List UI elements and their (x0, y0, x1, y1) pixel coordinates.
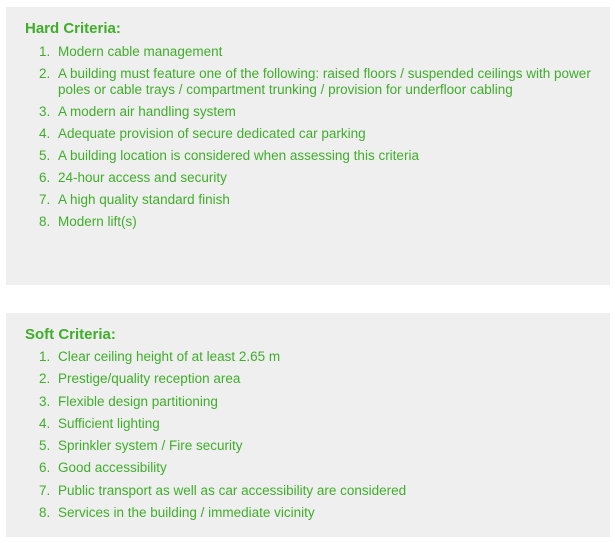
list-item (25, 148, 598, 164)
list-item (25, 192, 598, 208)
list-item-text: Modern cable management (58, 44, 223, 59)
list-item (25, 104, 598, 120)
list-item-number: 1. (39, 349, 51, 364)
list-item-number: 7. (39, 192, 51, 207)
hard-criteria-panel (6, 7, 610, 285)
list-item (25, 483, 598, 499)
list-item-text: Flexible design partitioning (58, 393, 218, 409)
list-item-number: 2. (39, 66, 51, 81)
soft-criteria-title: Soft Criteria: (25, 326, 116, 343)
list-item-text: A building location is considered when assessing this criteria (58, 148, 419, 163)
list-item-text: A building must feature one of the following: raised floors / suspended ceilings with power poles or cable trays / compartment trunking / provision for underfloor cabling (58, 66, 591, 97)
list-item-number: 3. (39, 104, 51, 119)
list-item-number: 4. (39, 126, 51, 141)
list-item-number: 8. (39, 214, 51, 229)
list-item-text: Modern lift(s) (58, 214, 137, 229)
list-item (25, 371, 598, 387)
list-item-text: A high quality standard finish (58, 192, 230, 207)
list-item-number: 8. (39, 505, 51, 521)
list-item (25, 126, 598, 142)
list-item-text: A modern air handling system (58, 104, 236, 119)
list-item-text: 24-hour access and security (58, 170, 227, 185)
list-item-number: 5. (39, 148, 51, 163)
hard-criteria-title: Hard Criteria: (25, 20, 121, 37)
hard-criteria-list (25, 44, 610, 230)
soft-criteria-list (25, 349, 610, 521)
list-item (25, 349, 598, 365)
list-item-number: 7. (39, 482, 51, 498)
list-item-number: 2. (39, 371, 51, 387)
list-item (25, 170, 598, 186)
list-item-text: Prestige/quality reception area (58, 371, 241, 387)
list-item-text: Clear ceiling height of at least 2.65 m (58, 349, 281, 364)
list-item (25, 505, 598, 521)
list-item-number: 3. (39, 393, 51, 409)
list-item-number: 4. (39, 415, 51, 431)
list-item-number: 6. (39, 460, 51, 476)
list-item-number: 6. (39, 170, 51, 185)
list-item-text: Adequate provision of secure dedicated car parking (58, 126, 366, 141)
list-item (25, 460, 598, 476)
list-item-text: Services in the building / immediate vicinity (58, 505, 315, 521)
list-item (25, 214, 598, 230)
list-item-text: Sufficient lighting (58, 415, 160, 431)
list-item-text: Good accessibility (58, 460, 167, 476)
list-item-number: 5. (39, 438, 51, 454)
list-item (25, 394, 598, 410)
list-item (25, 44, 598, 60)
list-item-text: Public transport as well as car accessibility are considered (58, 482, 407, 498)
list-item (25, 66, 598, 98)
list-item-text: Sprinkler system / Fire security (58, 438, 243, 454)
list-item (25, 438, 598, 454)
list-item (25, 416, 598, 432)
list-item-number: 1. (39, 44, 51, 59)
soft-criteria-panel (6, 313, 610, 537)
